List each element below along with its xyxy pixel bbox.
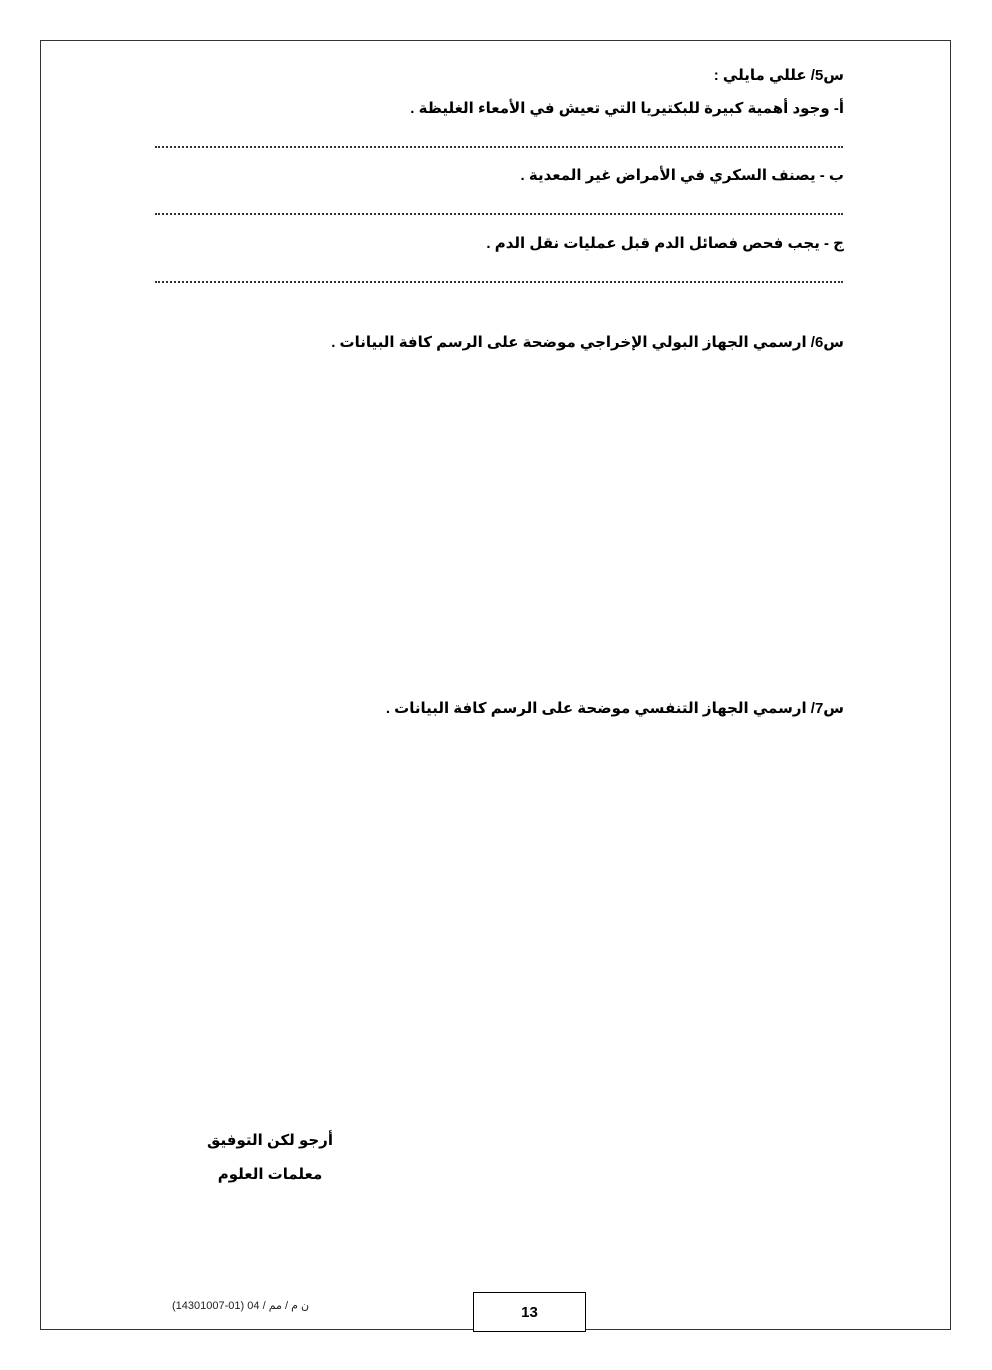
question-5-item-c: ج - يجب فحص فصائل الدم قبل عمليات نقل الدم .: [486, 235, 844, 252]
closing-wish: أرجو لكن التوفيق: [207, 1132, 333, 1149]
drawing-area-q6: [155, 365, 843, 685]
question-5-title: س5/ عللي مايلي :: [713, 67, 844, 84]
question-5-item-b: ب - يصنف السكري في الأمراض غير المعدية .: [520, 167, 844, 184]
page-number-box: [473, 1292, 586, 1332]
closing-signature: معلمات العلوم: [217, 1166, 323, 1183]
question-6-title: س6/ ارسمي الجهاز البولي الإخراجي موضحة على الرسم كافة البيانات .: [331, 334, 844, 351]
answer-line-a: [155, 144, 843, 148]
answer-line-b: [155, 211, 843, 215]
question-5-item-a: أ- وجود أهمية كبيرة للبكتيريا التي تعيش في الأمعاء الغليظة .: [410, 100, 844, 117]
question-7-title: س7/ ارسمي الجهاز التنفسي موضحة على الرسم كافة البيانات .: [385, 700, 844, 717]
page-number: 13: [521, 1303, 538, 1321]
answer-line-c: [155, 279, 843, 283]
footer-document-code: ن م / مم / 04 (01-14301007): [172, 1300, 310, 1312]
drawing-area-q7: [155, 730, 843, 1110]
